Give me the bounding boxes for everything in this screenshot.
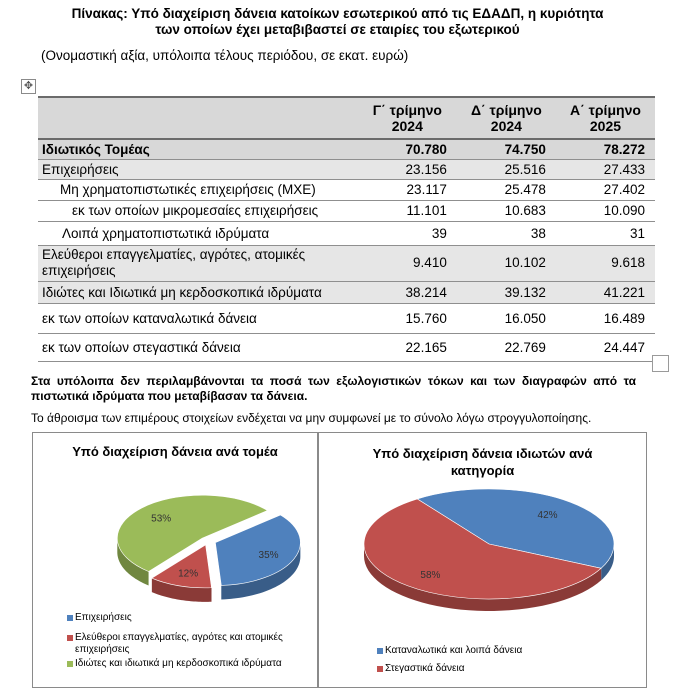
table-row (38, 333, 655, 361)
legend-swatch (377, 666, 383, 672)
table-row (38, 245, 655, 281)
legend-label: Καταναλωτικά και λοιπά δάνεια (385, 645, 523, 656)
cell-value: 10.683 (504, 203, 546, 218)
legend-label: Ιδιώτες και ιδιωτικά μη κερδοσκοπικά ιδρύματα (75, 658, 282, 669)
cell-value: 9.410 (413, 255, 447, 270)
cell-value: 24.447 (603, 339, 645, 355)
cell-value: 70.780 (405, 141, 447, 157)
cell-value: 25.516 (504, 161, 546, 177)
row-label: εκ των οποίων στεγαστικά δάνεια (42, 339, 241, 355)
cell-value: 31 (629, 225, 645, 241)
row-label: Ιδιώτες και Ιδιωτικά μη κερδοσκοπικά ιδρύματα (42, 284, 322, 300)
legend-label: Στεγαστικά δάνεια (385, 663, 465, 674)
table-row (38, 159, 655, 179)
cell-value: 25.478 (504, 182, 546, 197)
header-q1-2025: Α΄ τρίμηνο 2025 (569, 102, 641, 134)
legend-swatch (377, 648, 383, 654)
row-label: Επιχειρήσεις (42, 161, 119, 177)
cell-value: 23.156 (405, 161, 447, 177)
pie-data-label: 58% (420, 570, 441, 582)
cell-value: 23.117 (406, 182, 447, 197)
table-row (38, 200, 655, 221)
header-q4-2024: Δ΄ τρίμηνο 2024 (470, 102, 542, 134)
table-header-row (38, 97, 655, 139)
cell-value: 74.750 (504, 141, 546, 157)
loans-table (38, 96, 655, 362)
pie-chart-sector (33, 473, 317, 633)
table-row (38, 281, 655, 303)
pie-chart-individuals (319, 481, 646, 631)
chart-individuals (318, 432, 647, 688)
caption-line-2: των οποίων έχει μεταβιβαστεί σε εταιρίες του εξωτερικού (155, 22, 520, 37)
cell-value: 39.132 (504, 284, 546, 300)
cell-value: 22.769 (504, 339, 546, 355)
cell-value: 39 (431, 225, 447, 241)
cell-value: 9.618 (611, 255, 645, 270)
units-note: (Ονομαστική αξία, υπόλοιπα τέλους περιόδου, σε εκατ. ευρώ) (41, 48, 409, 63)
cell-value: 16.489 (603, 310, 645, 326)
table-row (38, 303, 655, 333)
chart-sector (32, 432, 318, 688)
legend-swatch (67, 615, 73, 621)
cell-value: 78.272 (603, 141, 645, 157)
note-bold: Στα υπόλοιπα δεν περιλαμβάνονται τα ποσά των εξωλογιστικών τόκων και των διαγραφών από τα πιστωτικά ιδρύματα που μεταβίβασαν τα δάνεια. (31, 374, 636, 403)
table-row (38, 139, 655, 159)
caption-line-1: Πίνακας: Υπό διαχείριση δάνεια κατοίκων εσωτερικού από τις ΕΔΑΔΠ, η κυριότητα (71, 6, 604, 21)
legend-swatch (67, 661, 73, 667)
header-q3-2024: Γ΄ τρίμηνο 2024 (372, 102, 442, 134)
chart-title: Υπό διαχείριση δάνεια ιδιωτών ανά κατηγορία (372, 446, 593, 478)
table-move-handle-icon[interactable]: ✥ (21, 79, 36, 94)
pie-data-label: 42% (537, 509, 558, 521)
row-label: Μη χρηματοπιστωτικές επιχειρήσεις (ΜΧΕ) (60, 182, 316, 197)
cell-value: 22.165 (405, 339, 447, 355)
cell-value: 38 (530, 225, 546, 241)
row-label: Ελεύθεροι επαγγελματίες, αγρότες, ατομικές επιχειρήσεις (42, 247, 306, 278)
note-rounding: Το άθροισμα των επιμέρους στοιχείων ενδέχεται να μην συμφωνεί με το σύνολο λόγω στρογγυλοποίησης. (31, 411, 592, 425)
cell-value: 10.090 (603, 203, 645, 218)
legend-label: Επιχειρήσεις (75, 612, 132, 623)
cell-value: 27.402 (603, 182, 645, 197)
row-label: Ιδιωτικός Τομέας (42, 141, 150, 157)
cell-value: 15.760 (405, 310, 447, 326)
pie-data-label: 12% (178, 568, 199, 580)
row-label: εκ των οποίων μικρομεσαίες επιχειρήσεις (72, 203, 319, 218)
cell-value: 11.101 (406, 203, 447, 218)
cell-value: 38.214 (405, 284, 447, 300)
cell-value: 16.050 (504, 310, 546, 326)
cell-value: 10.102 (504, 255, 546, 270)
chart-title: Υπό διαχείριση δάνεια ανά τομέα (72, 444, 278, 459)
cell-value: 27.433 (603, 161, 645, 177)
pie-data-label: 53% (151, 513, 172, 525)
table-resize-handle[interactable] (652, 355, 669, 372)
row-label: Λοιπά χρηματοπιστωτικά ιδρύματα (62, 225, 270, 241)
table-caption (0, 6, 675, 38)
legend-label: Ελεύθεροι επαγγελματίες, αγρότες και ατομικές επιχειρήσεις (75, 632, 283, 655)
pie-data-label: 35% (258, 550, 279, 562)
header-blank (38, 97, 358, 139)
table-row (38, 221, 655, 245)
cell-value: 41.221 (603, 284, 645, 300)
table-row (38, 179, 655, 200)
legend-swatch (67, 635, 73, 641)
row-label: εκ των οποίων καταναλωτικά δάνεια (42, 310, 257, 326)
